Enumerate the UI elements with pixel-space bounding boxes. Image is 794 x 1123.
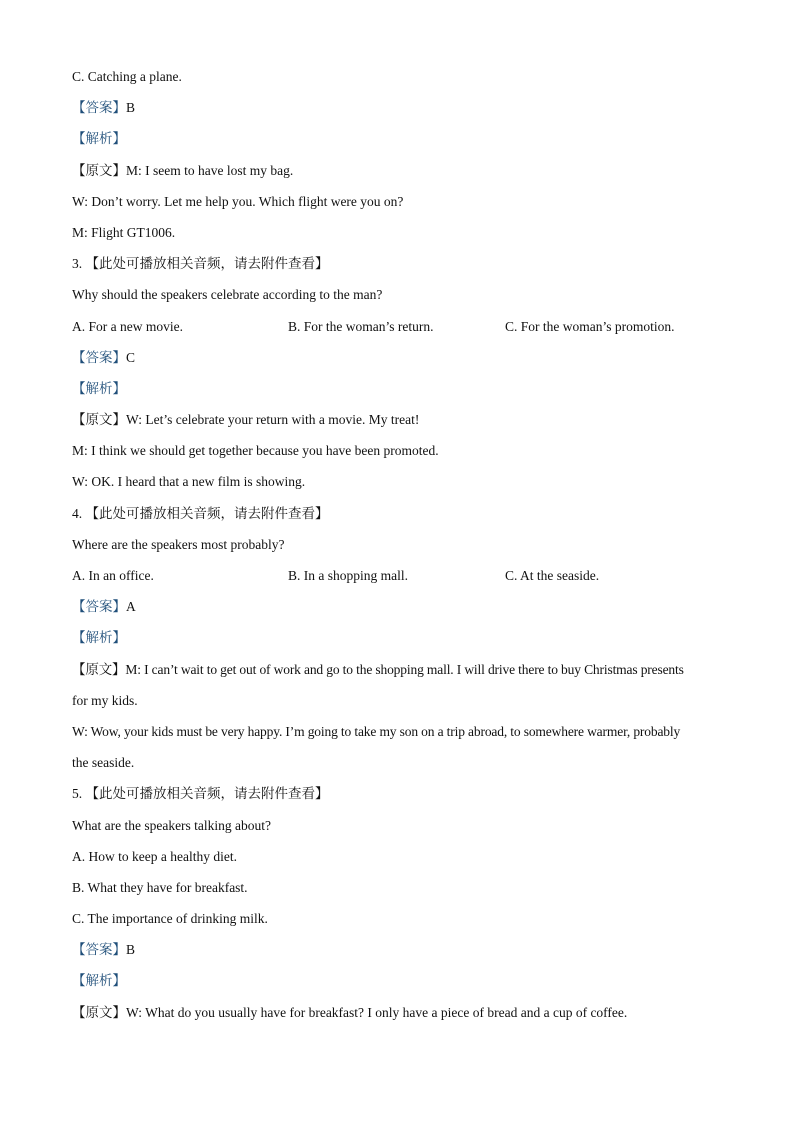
option-c: C. The importance of drinking milk.	[72, 911, 268, 927]
option-a: A. For a new movie.	[72, 318, 183, 334]
dialogue-line: for my kids.	[72, 692, 138, 708]
transcript-tag: 【原文】	[72, 661, 126, 678]
dialogue-line: M: I think we should get together because you have been promoted.	[72, 443, 439, 459]
transcript-text: M: I seem to have lost my bag.	[126, 162, 294, 178]
transcript-line	[72, 997, 732, 1028]
transcript-line	[72, 404, 732, 435]
answer-tag: 【答案】	[72, 599, 126, 616]
analysis-line	[72, 373, 732, 404]
options-row	[72, 311, 732, 342]
dialogue-line: W: OK. I heard that a new film is showing.	[72, 474, 306, 490]
answer-line	[72, 934, 732, 965]
analysis-tag: 【解析】	[72, 131, 126, 148]
answer-tag: 【答案】	[72, 100, 126, 117]
answer-line	[72, 591, 732, 622]
option-c: C. At the seaside.	[505, 568, 600, 583]
answer-value: B	[126, 100, 136, 116]
transcript-tag: 【原文】	[72, 162, 126, 179]
document-page	[72, 61, 732, 1028]
question-number: 3.	[72, 256, 83, 272]
answer-tag: 【答案】	[72, 349, 126, 366]
question-number: 4.	[72, 505, 83, 521]
audio-note: 【此处可播放相关音频，请去附件查看】	[85, 505, 329, 522]
question-number: 5.	[72, 786, 83, 802]
analysis-line	[72, 622, 732, 653]
transcript-line	[72, 654, 732, 685]
answer-tag: 【答案】	[72, 942, 126, 959]
option-a: A. How to keep a healthy diet.	[72, 848, 237, 864]
dialogue-line: W: Wow, your kids must be very happy. I’m going to take my son on a trip abroad, to somewhere warmer, probably	[72, 723, 681, 739]
option-a: A. In an office.	[72, 568, 154, 583]
question-header	[72, 778, 732, 809]
analysis-line	[72, 965, 732, 996]
audio-note: 【此处可播放相关音频，请去附件查看】	[85, 786, 329, 803]
answer-value: A	[126, 599, 136, 615]
analysis-tag: 【解析】	[72, 630, 126, 647]
transcript-line	[72, 155, 732, 186]
question-header	[72, 248, 732, 279]
analysis-tag: 【解析】	[72, 380, 126, 397]
answer-line	[72, 92, 732, 123]
transcript-tag: 【原文】	[72, 412, 126, 429]
question-header	[72, 498, 732, 529]
answer-line	[72, 342, 732, 373]
question-text: Where are the speakers most probably?	[72, 536, 285, 552]
option-c: C. For the woman’s promotion.	[505, 318, 675, 334]
analysis-tag: 【解析】	[72, 973, 126, 990]
dialogue-line: M: Flight GT1006.	[72, 224, 176, 240]
question-text: Why should the speakers celebrate according to the man?	[72, 287, 383, 303]
option-b: B. In a shopping mall.	[288, 568, 408, 583]
dialogue-line: the seaside.	[72, 755, 135, 771]
dialogue-line: W: Don’t worry. Let me help you. Which flight were you on?	[72, 193, 404, 209]
transcript-text: M: I can’t wait to get out of work and go to the shopping mall. I will drive there to buy Christmas presents	[125, 661, 684, 677]
option-c: C. Catching a plane.	[72, 69, 182, 84]
audio-note: 【此处可播放相关音频，请去附件查看】	[85, 256, 329, 273]
transcript-tag: 【原文】	[72, 1004, 126, 1021]
option-b: B. For the woman’s return.	[288, 318, 434, 334]
transcript-text: W: Let’s celebrate your return with a movie. My treat!	[126, 412, 420, 428]
option-b: B. What they have for breakfast.	[72, 879, 248, 895]
options-row	[72, 560, 732, 591]
question-text: What are the speakers talking about?	[72, 817, 272, 833]
analysis-line	[72, 123, 732, 154]
answer-value: B	[126, 942, 136, 958]
transcript-text: W: What do you usually have for breakfast? I only have a piece of bread and a cup of coffee.	[126, 1004, 628, 1020]
answer-value: C	[126, 349, 136, 365]
